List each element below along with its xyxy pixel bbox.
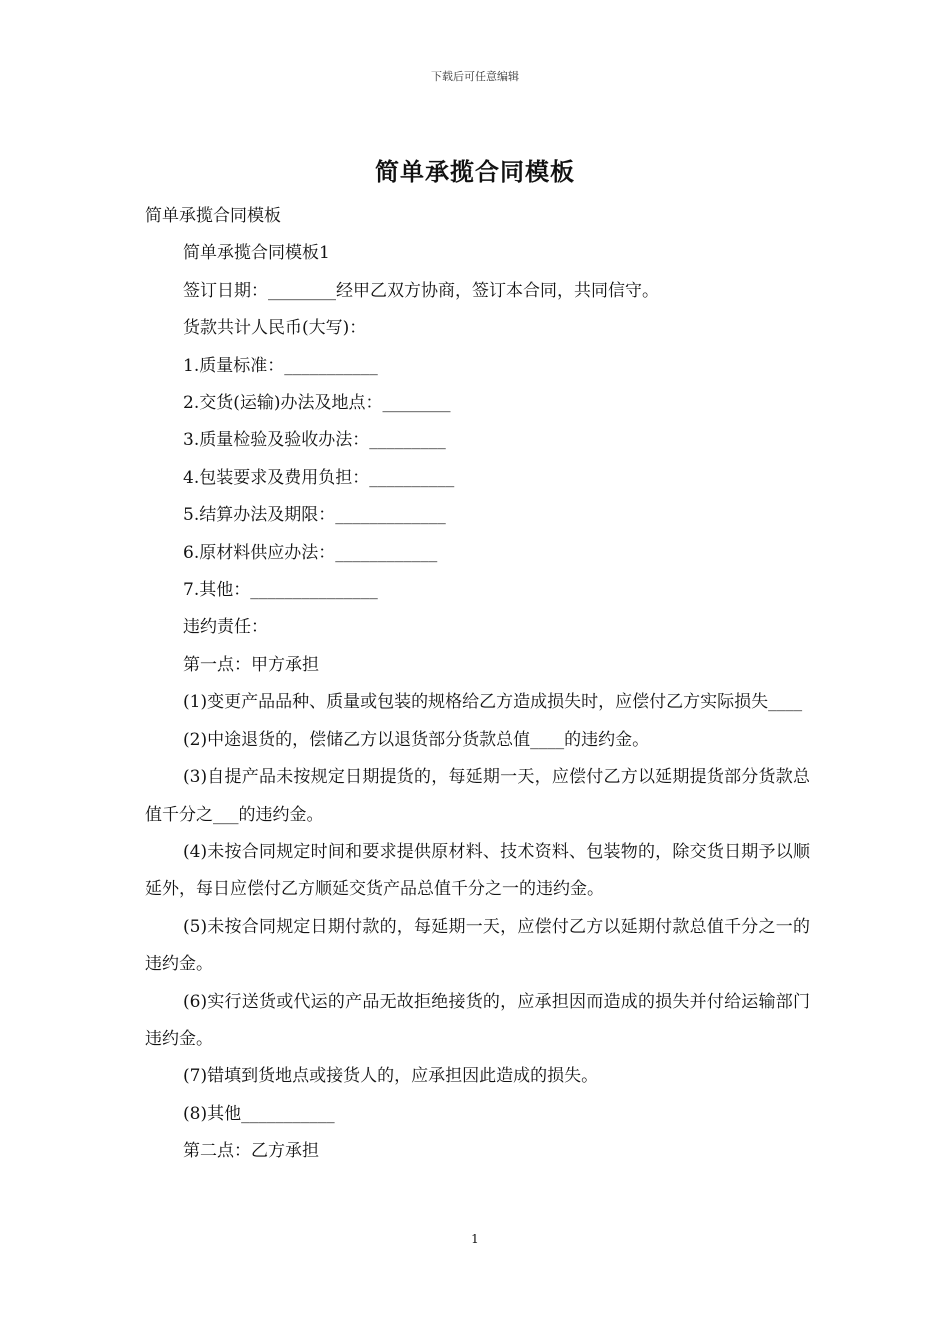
- paragraph: (8)其他___________: [183, 1103, 335, 1124]
- paragraph: (5)未按合同规定日期付款的，每延期一天，应偿付乙方以延期付款总值千分之一的违约金。: [145, 916, 810, 975]
- document-body: [145, 198, 810, 1171]
- paragraph: 5.结算办法及期限：_____________: [183, 505, 446, 526]
- paragraph: 1.质量标准：___________: [183, 355, 378, 376]
- paragraph: 6.原材料供应办法：____________: [183, 542, 438, 563]
- paragraph: 简单承揽合同模板1: [183, 243, 330, 264]
- paragraph: 4.包装要求及费用负担：__________: [183, 467, 455, 488]
- document-title: 简单承揽合同模板: [375, 157, 575, 186]
- paragraph: (7)错填到货地点或接货人的，应承担因此造成的损失。: [183, 1066, 599, 1087]
- paragraph: 签订日期：________经甲乙双方协商，签订本合同，共同信守。: [183, 280, 659, 301]
- paragraph: (6)实行送货或代运的产品无故拒绝接货的，应承担因而造成的损失并付给运输部门违约金。: [145, 991, 810, 1049]
- paragraph: (4)未按合同规定时间和要求提供原材料、技术资料、包装物的，除交货日期予以顺延外，每日应偿付乙方顺延交货产品总值千分之一的违约金。: [145, 841, 810, 900]
- paragraph: 违约责任：: [183, 617, 268, 638]
- paragraph: 简单承揽合同模板: [145, 206, 281, 226]
- header-note: 下载后可任意编辑: [431, 70, 519, 83]
- paragraph: 7.其他：_______________: [183, 580, 378, 601]
- paragraph: 第二点：乙方承担: [183, 1141, 319, 1162]
- page-number: 1: [471, 1232, 479, 1246]
- paragraph: (3)自提产品未按规定日期提货的，每延期一天，应偿付乙方以延期提货部分货款总值千分之___的违约金。: [145, 767, 810, 825]
- paragraph: 3.质量检验及验收办法：_________: [183, 430, 446, 451]
- paragraph: 2.交货(运输)办法及地点：________: [183, 393, 451, 414]
- paragraph: 第一点：甲方承担: [183, 654, 319, 675]
- paragraph: (2)中途退货的，偿储乙方以退货部分货款总值____的违约金。: [183, 729, 650, 750]
- paragraph: (1)变更产品品种、质量或包装的规格给乙方造成损失时，应偿付乙方实际损失____: [183, 692, 803, 713]
- paragraph: 货款共计人民币(大写)：: [183, 318, 367, 339]
